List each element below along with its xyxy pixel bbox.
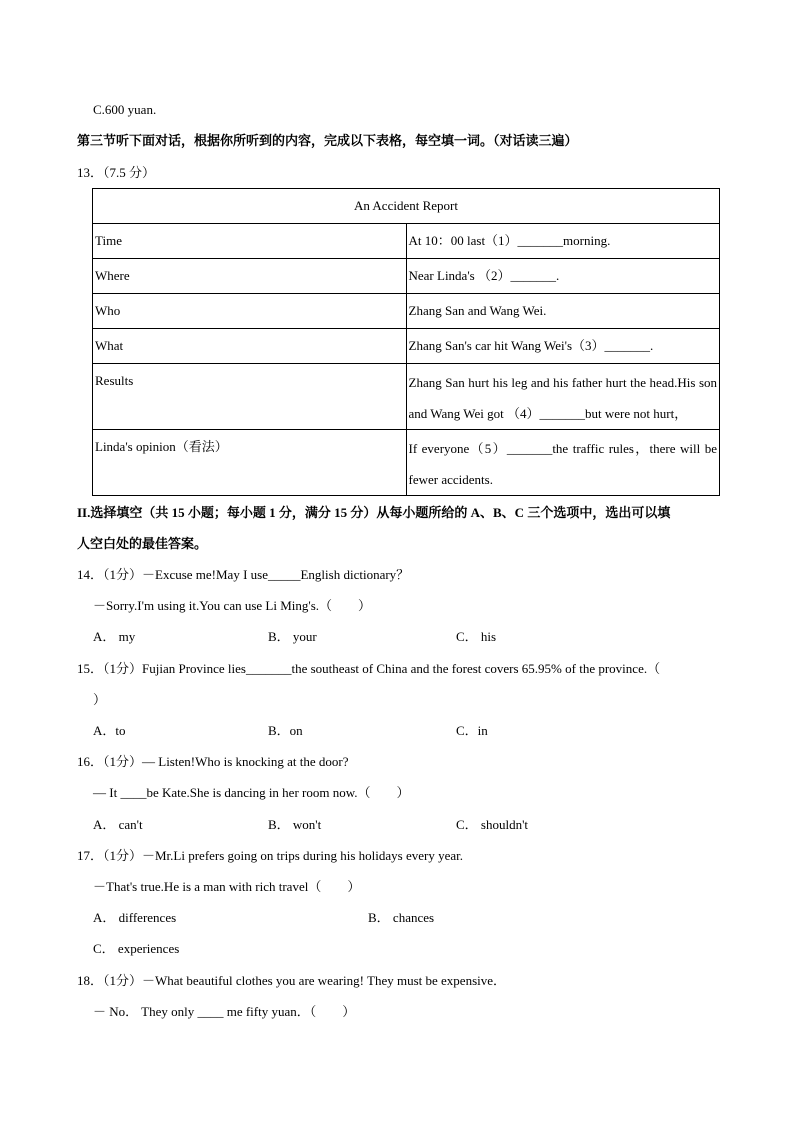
row-label: Linda's opinion（看法） [93, 430, 407, 496]
q17-stem: 17．（1分）－Mr.Li prefers going on trips during his holidays every year. [77, 848, 463, 863]
report-title: An Accident Report [93, 189, 720, 224]
accident-report-table [92, 188, 720, 496]
row-label: Who [93, 294, 407, 329]
q15-stem-cont: ） [93, 692, 107, 707]
row-label: Where [93, 259, 407, 294]
q13-header: 13．（7.5 分） [77, 165, 156, 180]
q15-option-c[interactable]: C．in [456, 723, 488, 738]
table-row [93, 329, 720, 364]
row-label: What [93, 329, 407, 364]
q17-option-a[interactable]: A． differences [93, 910, 177, 925]
q15-stem: 15．（1分）Fujian Province lies_______the southeast of China and the forest covers 65.95% of the province.（ [77, 661, 661, 676]
table-row [93, 294, 720, 329]
q16-option-b[interactable]: B． won't [268, 817, 322, 832]
q14-option-a[interactable]: A． my [93, 629, 136, 644]
q14-option-b[interactable]: B． your [268, 629, 317, 644]
q14-stem: 14．（1分）－Excuse me!May I use_____English dictionary？ [77, 567, 410, 582]
row-label: Results [93, 364, 407, 430]
q14-response: －Sorry.I'm using it.You can use Li Ming's.（ ） [93, 598, 372, 613]
q12-option-c: C.600 yuan. [93, 102, 157, 117]
q16-option-a[interactable]: A． can't [93, 817, 143, 832]
row-value: Zhang San and Wang Wei. [406, 294, 720, 329]
q16-response: — It ____be Kate.She is dancing in her room now.（ ） [93, 785, 410, 800]
row-value: Zhang San hurt his leg and his father hurt the head.His son and Wang Wei got （4）_______but were not hurt， [406, 364, 720, 430]
q18-stem: 18．（1分）－What beautiful clothes you are wearing! They must be expensive． [77, 973, 507, 988]
row-value: If everyone（5）_______the traffic rules，there will be fewer accidents. [406, 430, 720, 496]
table-row [93, 430, 720, 496]
q15-option-b[interactable]: B．on [268, 723, 303, 738]
q16-stem: 16．（1分）— Listen!Who is knocking at the door? [77, 754, 349, 769]
q17-option-c[interactable]: C． experiences [93, 941, 180, 956]
row-label: Time [93, 224, 407, 259]
q14-option-c[interactable]: C． his [456, 629, 497, 644]
row-value: At 10：00 last（1）_______morning. [406, 224, 720, 259]
table-row [93, 224, 720, 259]
table-row [93, 259, 720, 294]
q15-option-a[interactable]: A．to [93, 723, 126, 738]
row-value: Zhang San's car hit Wang Wei's（3）_______. [406, 329, 720, 364]
q16-option-c[interactable]: C． shouldn't [456, 817, 529, 832]
q17-option-b[interactable]: B． chances [368, 910, 435, 925]
section3-instruction: 第三节听下面对话，根据你所听到的内容，完成以下表格，每空填一词。（对话读三遍） [77, 133, 578, 148]
q18-response: － No． They only ____ me fifty yuan．（ ） [93, 1004, 356, 1019]
section2-title: II.选择填空（共 15 小题；每小题 1 分，满分 15 分）从每小题所给的 A、B、C 三个选项中，选出可以填 [77, 505, 671, 520]
q17-response: －That's true.He is a man with rich travel（ ） [93, 879, 361, 894]
table-row [93, 364, 720, 430]
row-value: Near Linda's （2）_______. [406, 259, 720, 294]
section2-title-cont: 人空白处的最佳答案。 [77, 536, 208, 551]
